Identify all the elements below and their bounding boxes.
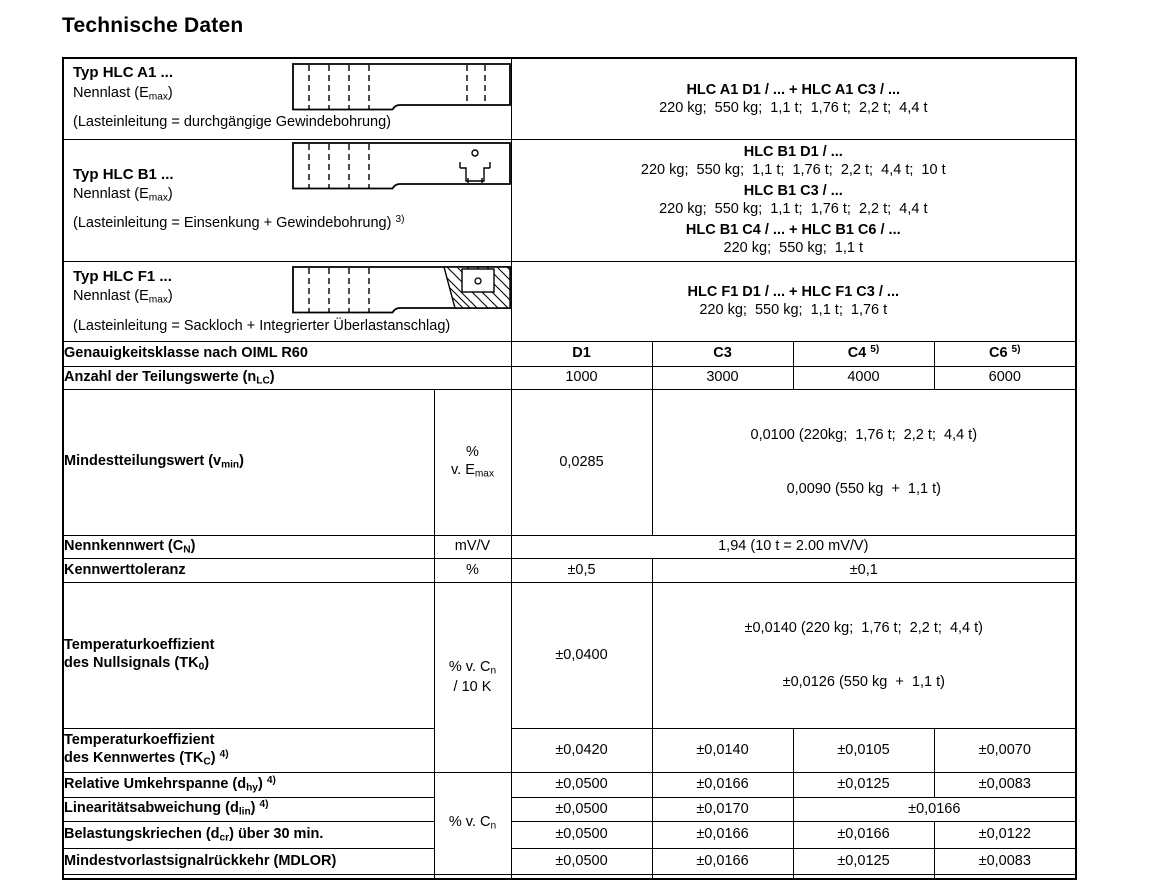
tk0-merged [652, 582, 1076, 728]
partial-cell [934, 874, 1076, 879]
label-line: des Nullsignals $(TK_0)$ [64, 655, 210, 673]
type-f1-models-cell [511, 261, 1076, 341]
sensitivity-tolerance-unit: % [434, 558, 511, 582]
value-line: ±0,0140 (220 kg; 1,76 t; 2,2 t; 4,4 t) [744, 619, 984, 636]
partial-cell [63, 874, 434, 879]
vmin-merged [652, 389, 1076, 535]
model-line: HLC B1 C4 / ... + HLC B1 C6 / ... [685, 222, 901, 239]
vmin-label: Mindestteilungswert $(v_{min})$ [63, 389, 434, 535]
mdlor-c6: ±0,0083 [934, 848, 1076, 874]
row-dhy [63, 772, 1076, 797]
tk-unit [434, 582, 511, 772]
partial-cell [793, 874, 934, 879]
type-f1-name: Typ HLC F1 ... [73, 267, 172, 285]
divisions-c4: 4000 [793, 366, 934, 389]
sensitivity-tolerance-d1: ±0,5 [511, 558, 652, 582]
sensitivity-tolerance-merged: ±0,1 [652, 558, 1076, 582]
vmin-d1: 0,0285 [511, 389, 652, 535]
accuracy-class-label: Genauigkeitsklasse nach OIML R60 [63, 341, 511, 366]
dcr-c4: ±0,0166 [793, 821, 934, 848]
dhy-label: Relative Umkehrspanne $(d_{hy})$ $^{4)}$ [63, 772, 434, 797]
row-nominal-sensitivity [63, 535, 1076, 558]
row-vmin [63, 389, 1076, 535]
dcr-c6: ±0,0122 [934, 821, 1076, 848]
type-a1-caption: (Lasteinleitung = durchgängige Gewindebohrung) [73, 114, 392, 130]
model-line: HLC A1 D1 / ... + HLC A1 C3 / ... [686, 81, 901, 98]
row-dlin [63, 797, 1076, 821]
model-line: HLC B1 C3 / ... [743, 182, 843, 199]
dcr-label: Belastungskriechen $(d_{cr})$ über 30 min. [63, 821, 434, 848]
row-dcr [63, 821, 1076, 848]
vmin-unit [434, 389, 511, 535]
model-line: HLC B1 D1 / ... [743, 143, 843, 160]
nominal-sensitivity-unit: mV/V [434, 535, 511, 558]
cn-unit: % v. $C_n$ [434, 772, 511, 874]
load-cell-b1-diagram-icon [292, 142, 511, 191]
type-f1-caption: (Lasteinleitung = Sackloch + Integrierter Überlastanschlag) [73, 317, 451, 334]
type-b1-models-cell [511, 139, 1076, 261]
type-b1-text [73, 166, 174, 206]
partial-cell [652, 874, 793, 879]
technical-data-table [62, 57, 1077, 880]
divisions-c3: 3000 [652, 366, 793, 389]
label-line: des Kennwertes $(TK_C)$ $^{4)}$ [64, 749, 229, 768]
tk0-d1: ±0,0400 [511, 582, 652, 728]
type-b1-label-cell [63, 139, 511, 261]
value-line: ±0,0126 (550 kg + 1,1 t) [782, 674, 945, 691]
sensitivity-tolerance-label: Kennwerttoleranz [63, 558, 434, 582]
tk0-label [63, 582, 434, 728]
tkc-c3: ±0,0140 [652, 728, 793, 772]
type-b1-name: Typ HLC B1 ... [73, 165, 174, 183]
type-a1-name: Typ HLC A1 ... [73, 64, 174, 81]
label-line: Temperaturkoeffizient [64, 636, 215, 653]
type-a1-text [73, 64, 173, 104]
capacity-line: 220 kg; 550 kg; 1,1 t [723, 240, 863, 257]
accuracy-class-c4: C4 $^{5)}$ [793, 341, 934, 366]
tkc-label [63, 728, 434, 772]
type-f1-label-cell [63, 261, 511, 341]
value-line: 0,0090 (550 kg + 1,1 t) [786, 481, 941, 498]
type-a1-models-cell [511, 58, 1076, 139]
dhy-c4: ±0,0125 [793, 772, 934, 797]
dlin-label: Linearitätsabweichung $(d_{lin})$ $^{4)}$ [63, 797, 434, 821]
row-accuracy-class [63, 341, 1076, 366]
unit-line: % [466, 443, 479, 460]
partial-cell [434, 874, 511, 879]
row-tk0 [63, 582, 1076, 728]
label-line: Temperaturkoeffizient [64, 731, 215, 748]
load-cell-f1-diagram-icon [292, 266, 511, 315]
dcr-d1: ±0,0500 [511, 821, 652, 848]
mdlor-c3: ±0,0166 [652, 848, 793, 874]
capacity-line: 220 kg; 550 kg; 1,1 t; 1,76 t [699, 302, 888, 318]
type-b1-caption: (Lasteinleitung = Einsenkung + Gewindebohrung) $^{3)}$ [73, 213, 405, 231]
accuracy-class-d1: D1 [511, 341, 652, 366]
row-type-b1 [63, 139, 1076, 261]
dlin-d1: ±0,0500 [511, 797, 652, 821]
dcr-c3: ±0,0166 [652, 821, 793, 848]
divisions-d1: 1000 [511, 366, 652, 389]
tkc-c4: ±0,0105 [793, 728, 934, 772]
unit-line: / 10 K [453, 678, 492, 695]
nominal-sensitivity-label: Nennkennwert $(C_N)$ [63, 535, 434, 558]
type-a1-label-cell [63, 58, 511, 139]
row-partial-cutoff [63, 874, 1076, 879]
row-mdlor [63, 848, 1076, 874]
mdlor-label: Mindestvorlastsignalrückkehr (MDLOR) [63, 848, 434, 874]
dhy-d1: ±0,0500 [511, 772, 652, 797]
type-f1-nennlast: Nennlast $(E_{max})$ [73, 288, 173, 306]
tkc-d1: ±0,0420 [511, 728, 652, 772]
row-divisions [63, 366, 1076, 389]
divisions-label: Anzahl der Teilungswerte $(n_{LC})$ [63, 366, 511, 389]
unit-line: % v. $C_n$ [448, 658, 497, 677]
accuracy-class-c3: C3 [652, 341, 793, 366]
capacity-line: 220 kg; 550 kg; 1,1 t; 1,76 t; 2,2 t; 4,4 t [659, 201, 928, 217]
nominal-sensitivity-value: 1,94 (10 t = 2.00 mV/V) [511, 535, 1076, 558]
type-b1-nennlast: Nennlast $(E_{max})$ [73, 186, 173, 204]
load-cell-a1-diagram-icon [292, 63, 511, 112]
dhy-c6: ±0,0083 [934, 772, 1076, 797]
page-title: Technische Daten [62, 14, 244, 37]
type-a1-nennlast: Nennlast $(E_{max})$ [73, 84, 173, 103]
row-type-a1 [63, 58, 1076, 139]
dhy-c3: ±0,0166 [652, 772, 793, 797]
capacity-line: 220 kg; 550 kg; 1,1 t; 1,76 t; 2,2 t; 4,4 t; 10 t [640, 161, 946, 178]
type-f1-text [73, 268, 173, 308]
mdlor-c4: ±0,0125 [793, 848, 934, 874]
divisions-c6: 6000 [934, 366, 1076, 389]
accuracy-class-c6: C6 $^{5)}$ [934, 341, 1076, 366]
unit-line: v. $E_{max}$ [450, 462, 495, 480]
row-sensitivity-tolerance [63, 558, 1076, 582]
model-line: HLC F1 D1 / ... + HLC F1 C3 / ... [687, 283, 900, 300]
value-line: 0,0100 (220kg; 1,76 t; 2,2 t; 4,4 t) [750, 426, 978, 443]
tkc-c6: ±0,0070 [934, 728, 1076, 772]
capacity-line: 220 kg; 550 kg; 1,1 t; 1,76 t; 2,2 t; 4,4 t [659, 99, 928, 116]
dlin-merged: ±0,0166 [793, 797, 1076, 821]
row-type-f1 [63, 261, 1076, 341]
row-tkc [63, 728, 1076, 772]
partial-cell [511, 874, 652, 879]
dlin-c3: ±0,0170 [652, 797, 793, 821]
mdlor-d1: ±0,0500 [511, 848, 652, 874]
